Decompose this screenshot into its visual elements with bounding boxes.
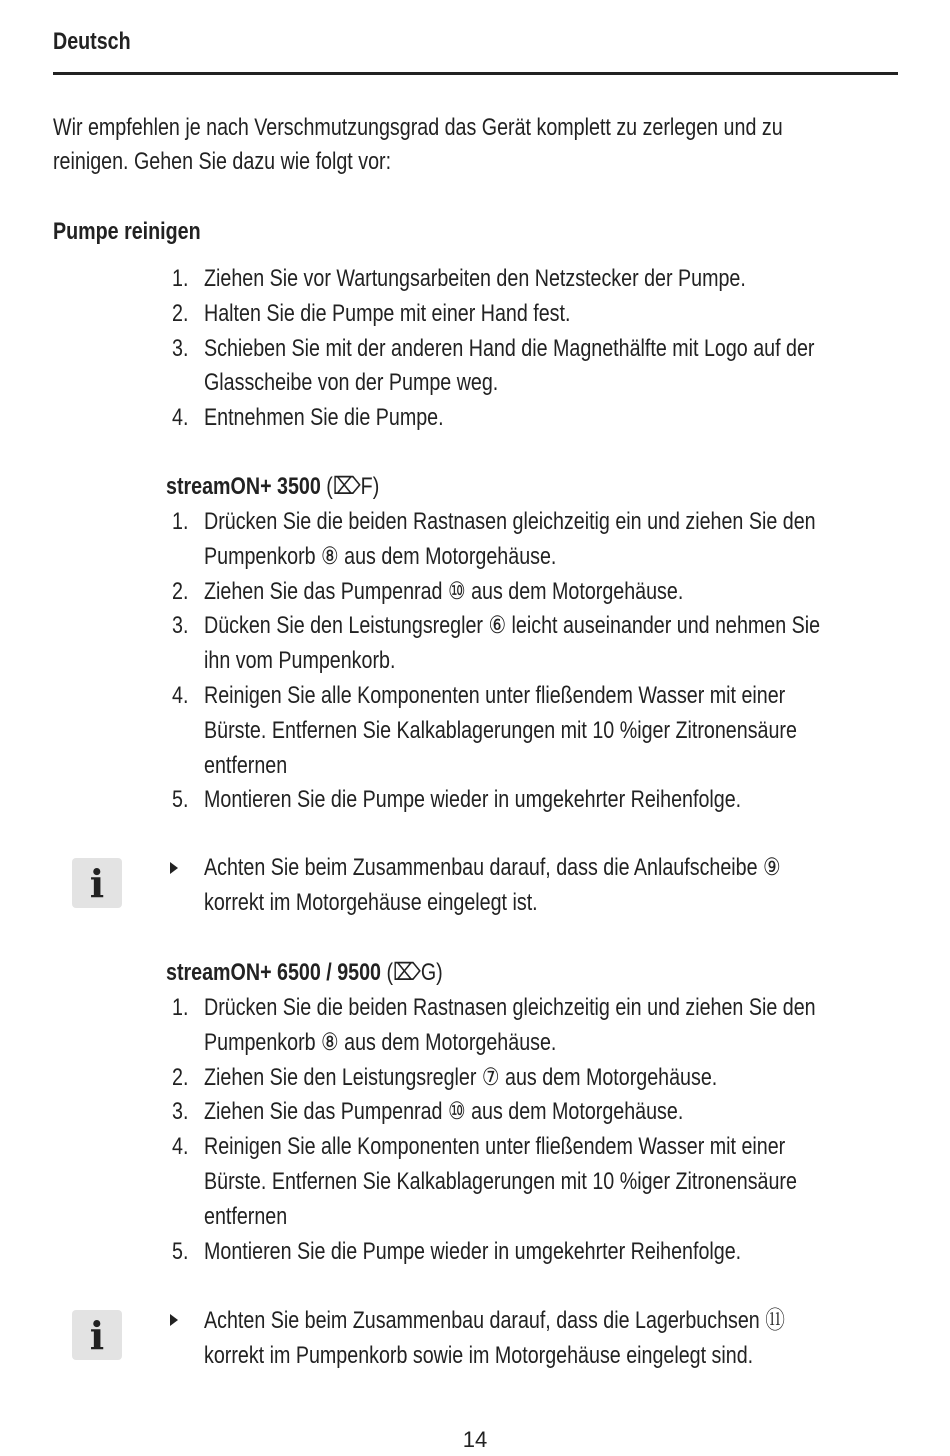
step-text: entfernen	[204, 1202, 288, 1230]
step-text: Ziehen Sie vor Wartungsarbeiten den Netzstecker der Pumpe.	[204, 265, 746, 292]
step-number: 1.	[172, 994, 189, 1021]
step-text: Reinigen Sie alle Komponenten unter fließendem Wasser mit einer	[204, 682, 786, 709]
step-number: 4.	[172, 682, 189, 709]
model-heading: streamON+ 3500 (⌦F)	[166, 473, 380, 500]
step-number: 2.	[172, 577, 189, 605]
step-text: Ziehen Sie das Pumpenrad ⑩ aus dem Motorgehäuse.	[204, 1098, 684, 1126]
step-text: ihn vom Pumpenkorb.	[204, 647, 396, 675]
language-header: Deutsch	[53, 28, 131, 55]
info-icon: i	[72, 1310, 122, 1360]
step-text: Ziehen Sie den Leistungsregler ⑦ aus dem Motorgehäuse.	[204, 1063, 718, 1091]
intro-line: reinigen. Gehen Sie dazu wie folgt vor:	[53, 148, 392, 175]
step-text: Drücken Sie die beiden Rastnasen gleichzeitig ein und ziehen Sie den	[204, 994, 816, 1021]
step-number: 2.	[172, 1063, 189, 1091]
step-text: Montieren Sie die Pumpe wieder in umgekehrter Reihenfolge.	[204, 1237, 742, 1265]
note-line: korrekt im Pumpenkorb sowie im Motorgehäuse eingelegt sind.	[204, 1342, 754, 1369]
step-number: 1.	[172, 265, 189, 292]
step-number: 4.	[172, 404, 189, 432]
step-text: Drücken Sie die beiden Rastnasen gleichzeitig ein und ziehen Sie den	[204, 508, 816, 535]
step-number: 1.	[172, 508, 189, 535]
step-text: Pumpenkorb ⑧ aus dem Motorgehäuse.	[204, 542, 557, 570]
step-text: Ziehen Sie das Pumpenrad ⑩ aus dem Motorgehäuse.	[204, 577, 684, 605]
step-text: Montieren Sie die Pumpe wieder in umgekehrter Reihenfolge.	[204, 786, 742, 814]
step-text: entfernen	[204, 751, 288, 779]
note-line: Achten Sie beim Zusammenbau darauf, dass die Lagerbuchsen ⑪	[204, 1307, 785, 1334]
note-line: Achten Sie beim Zusammenbau darauf, dass die Anlaufscheibe ⑨	[204, 854, 781, 881]
section-title: Pumpe reinigen	[53, 218, 201, 245]
bullet-triangle-icon	[170, 862, 178, 874]
step-text: Bürste. Entfernen Sie Kalkablagerungen mit 10 %iger Zitronensäure	[204, 716, 797, 744]
step-text: Bürste. Entfernen Sie Kalkablagerungen mit 10 %iger Zitronensäure	[204, 1168, 797, 1195]
step-number: 3.	[172, 612, 189, 640]
step-number: 5.	[172, 786, 189, 814]
step-text: Schieben Sie mit der anderen Hand die Magnethälfte mit Logo auf der	[204, 334, 815, 362]
step-number: 3.	[172, 334, 189, 362]
step-text: Reinigen Sie alle Komponenten unter fließendem Wasser mit einer	[204, 1133, 786, 1161]
info-icon: i	[72, 858, 122, 908]
step-number: 3.	[172, 1098, 189, 1126]
step-number: 2.	[172, 299, 189, 327]
bullet-triangle-icon	[170, 1314, 178, 1326]
page-number: 14	[462, 1427, 488, 1452]
step-number: 5.	[172, 1237, 189, 1265]
step-text: Entnehmen Sie die Pumpe.	[204, 404, 444, 432]
header-rule	[53, 72, 898, 75]
step-text: Halten Sie die Pumpe mit einer Hand fest.	[204, 299, 571, 327]
step-text: Pumpenkorb ⑧ aus dem Motorgehäuse.	[204, 1028, 557, 1056]
note-line: korrekt im Motorgehäuse eingelegt ist.	[204, 889, 538, 916]
step-text: Glasscheibe von der Pumpe weg.	[204, 369, 499, 397]
intro-line: Wir empfehlen je nach Verschmutzungsgrad das Gerät komplett zu zerlegen und zu	[53, 114, 783, 141]
step-text: Dücken Sie den Leistungsregler ⑥ leicht auseinander und nehmen Sie	[204, 612, 821, 640]
step-number: 4.	[172, 1133, 189, 1161]
model-heading: streamON+ 6500 / 9500 (⌦G)	[166, 959, 443, 986]
